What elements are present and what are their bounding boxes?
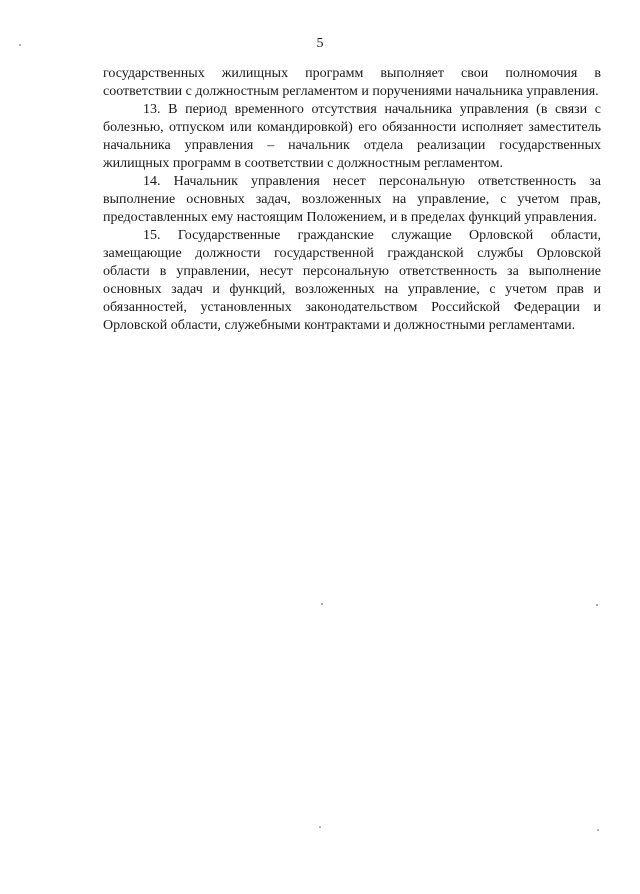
- scan-speck: [597, 829, 599, 831]
- scan-speck: [321, 603, 323, 605]
- paragraph-text: 13. В период временного отсутствия начальника управления (в связи с болезнью, отпуском или командировкой) его обязанности исполняет заместитель начальника управления – начальник отдела реализации государственных жилищных программ в соответствии с должностным регламентом.: [103, 102, 601, 171]
- paragraph-item-13: [103, 101, 601, 173]
- scan-speck: [596, 604, 598, 606]
- document-body: [103, 65, 601, 335]
- paragraph-item-15: [103, 227, 601, 335]
- paragraph-text: 15. Государственные гражданские служащие Орловской области, замещающие должности государственной гражданской службы Орловской области в управлении, несут персональную ответственность за выполнение основных задач и функций, возложенных на управление, с учетом прав и обязанностей, установленных законодательством Российской Федерации и Орловской области, служебными контрактами и должностными регламентами.: [103, 228, 601, 333]
- scan-speck: [19, 44, 21, 46]
- paragraph-text: 14. Начальник управления несет персональную ответственность за выполнение основных задач, возложенных на управление, с учетом прав, предоставленных ему настоящим Положением, и в пределах функций управления.: [103, 174, 601, 225]
- paragraph-item-14: [103, 173, 601, 227]
- paragraph-text: государственных жилищных программ выполняет свои полномочия в соответствии с должностным регламентом и поручениями начальника управления.: [103, 66, 601, 99]
- page-number: 5: [316, 36, 324, 51]
- paragraph-continuation: [103, 65, 601, 101]
- scan-speck: [319, 826, 321, 828]
